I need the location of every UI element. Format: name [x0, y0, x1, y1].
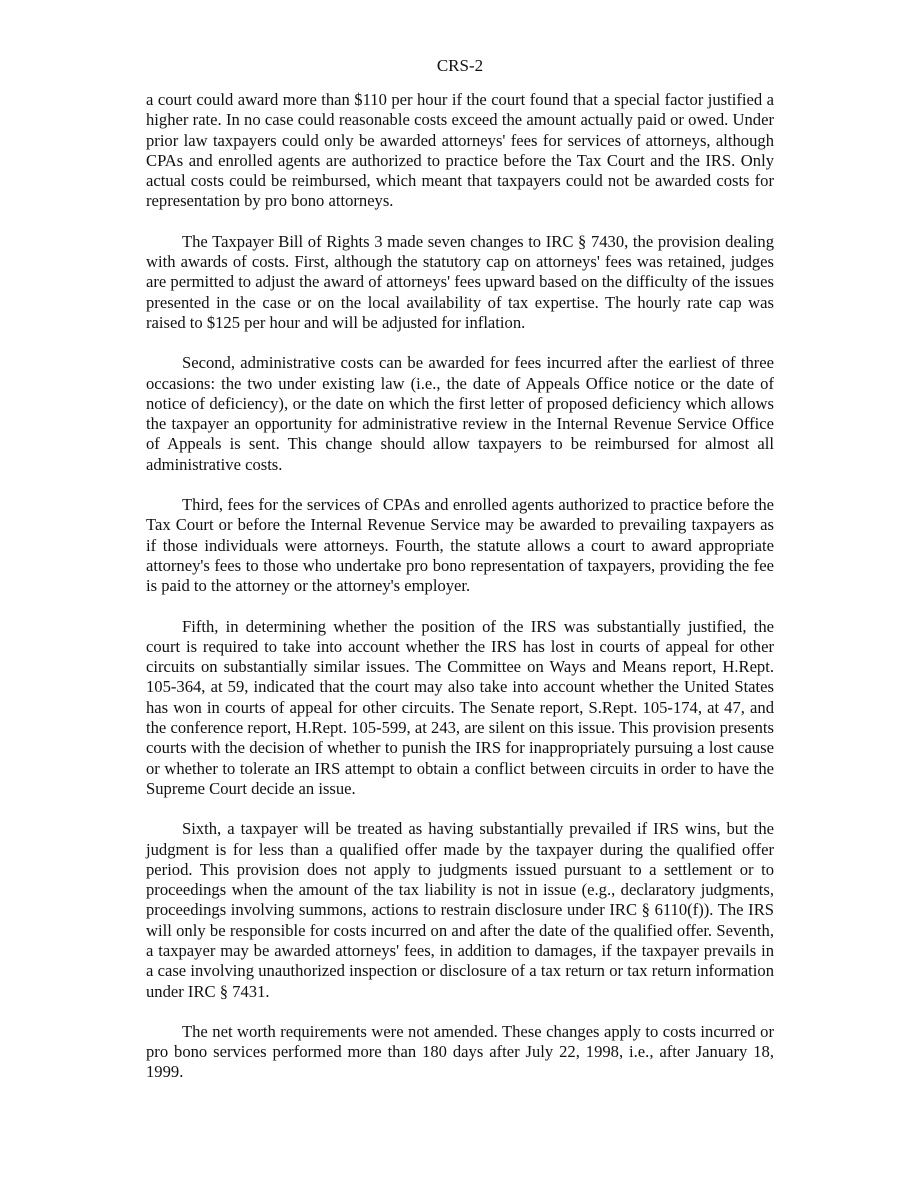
paragraph-second-change: Second, administrative costs can be awarded for fees incurred after the earliest of three occasions: the two under existing law (i.e., the date of Appeals Office notice or the date of notice of deficiency), or the date on which the first letter of proposed deficiency which allows the taxpayer an opportunity for administrative review in the Internal Revenue Service Office of Appeals is sent. This change should allow taxpayers to be reimbursed for almost all administrative costs. [146, 353, 774, 474]
paragraph-fifth-change: Fifth, in determining whether the position of the IRS was substantially justified, the court is required to take into account whether the IRS has lost in courts of appeal for other circuits on substantially similar issues. The Committee on Ways and Means report, H.Rept. 105-364, at 59, indicated that the court may also take into account whether the United States has won in courts of appeal for other circuits. The Senate report, S.Rept. 105-174, at 47, and the conference report, H.Rept. 105-599, at 243, are silent on this issue. This provision presents courts with the decision of whether to punish the IRS for inappropriately pursuing a lost cause or whether to tolerate an IRS attempt to obtain a conflict between circuits in order to have the Supreme Court decide an issue. [146, 616, 774, 798]
paragraph-continuation: a court could award more than $110 per hour if the court found that a special factor justified a higher rate. In no case could reasonable costs exceed the amount actually paid or owed. Under prior law taxpayers could only be awarded attorneys' fees for services of attorneys, although CPAs and enrolled agents are authorized to practice before the Tax Court and the IRS. Only actual costs could be reimbursed, which meant that taxpayers could not be awarded costs for representation by pro bono attorneys. [146, 90, 774, 211]
paragraph-sixth-seventh-change: Sixth, a taxpayer will be treated as having substantially prevailed if IRS wins, but the judgment is for less than a qualified offer made by the taxpayer during the qualified offer period. This provision does not apply to judgments issued pursuant to a settlement or to proceedings when the amount of the tax liability is not in issue (e.g., declaratory judgments, proceedings involving summons, actions to restrain disclosure under IRC § 6110(f)). The IRS will only be responsible for costs incurred on and after the date of the qualified offer. Seventh, a taxpayer may be awarded attorneys' fees, in addition to damages, if the taxpayer prevails in a case involving unauthorized inspection or disclosure of a tax return or tax return information under IRC § 7431. [146, 819, 774, 1001]
paragraph-tbor3-changes: The Taxpayer Bill of Rights 3 made seven changes to IRC § 7430, the provision dealing with awards of costs. First, although the statutory cap on attorneys' fees was retained, judges are permitted to adjust the award of attorneys' fees upward based on the difficulty of the issues presented in the case or on the local availability of tax expertise. The hourly rate cap was raised to $125 per hour and will be adjusted for inflation. [146, 231, 774, 332]
paragraph-net-worth: The net worth requirements were not amended. These changes apply to costs incurred or pro bono services performed more than 180 days after July 22, 1998, i.e., after January 18, 1999. [146, 1021, 774, 1082]
page-number-header: CRS-2 [436, 56, 484, 75]
document-page [146, 0, 774, 1103]
paragraph-third-fourth-change: Third, fees for the services of CPAs and enrolled agents authorized to practice before the Tax Court or before the Internal Revenue Service may be awarded to prevailing taxpayers as if those individuals were attorneys. Fourth, the statute allows a court to award appropriate attorney's fees to those who undertake pro bono representation of taxpayers, providing the fee is paid to the attorney or the attorney's employer. [146, 495, 774, 596]
